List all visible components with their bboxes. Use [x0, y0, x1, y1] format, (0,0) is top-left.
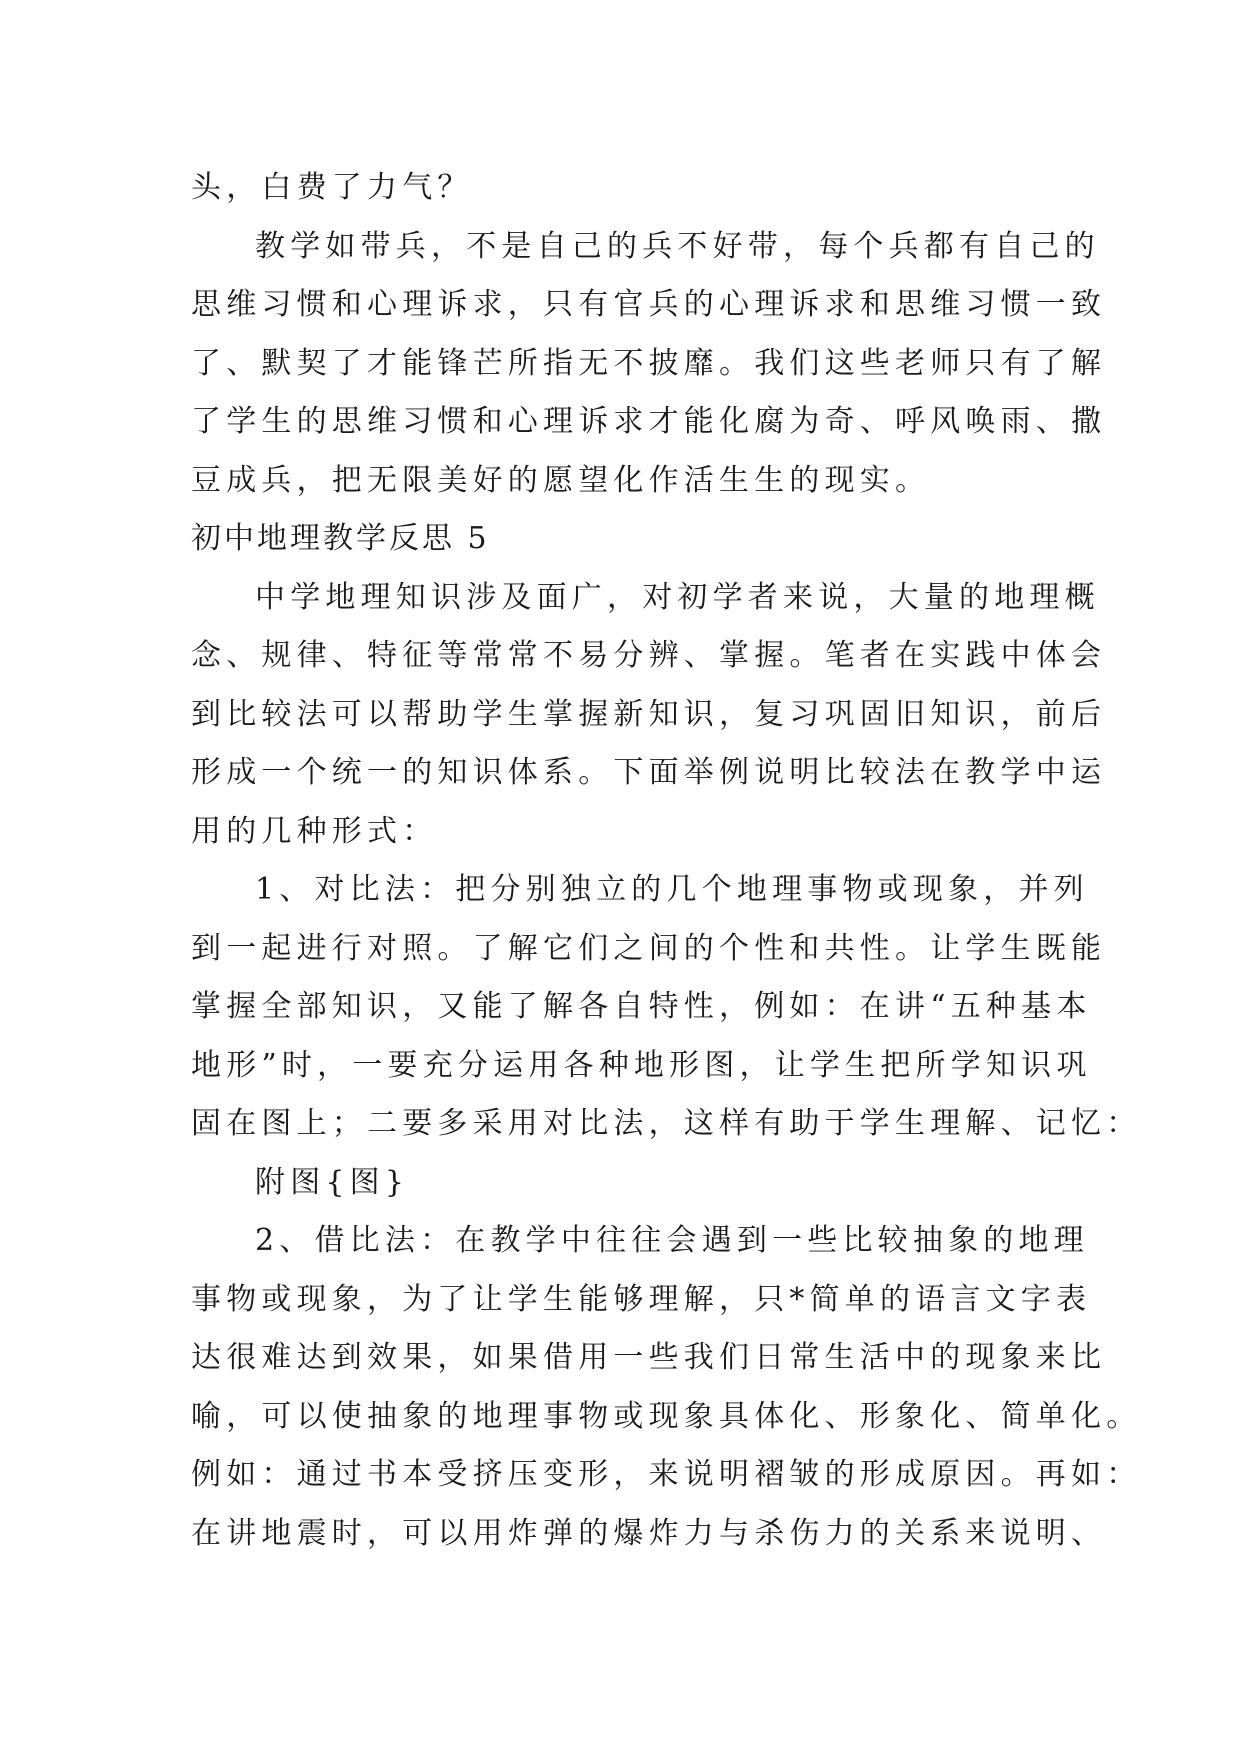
text-line: 了、默契了才能锋芒所指无不披靡。我们这些老师只有了解 [191, 345, 1107, 381]
text-line: 例如：通过书本受挤压变形，来说明褶皱的形成原因。再如： [191, 1457, 1142, 1492]
text-line: 到一起进行对照。了解它们之间的个性和共性。让学生既能 [191, 930, 1107, 966]
paragraph-start: 教学如带兵，不是自己的兵不好带，每个兵都有自己的 [255, 228, 1100, 264]
figure-placeholder: 附图{图} [255, 1164, 410, 1200]
paragraph-start: 中学地理知识涉及面广，对初学者来说，大量的地理概 [255, 579, 1100, 615]
text-line: 思维习惯和心理诉求，只有官兵的心理诉求和思维习惯一致 [191, 287, 1107, 322]
list-item-start: 2、借比法：在教学中往往会遇到一些比较抽象的地理 [255, 1223, 1089, 1258]
text-line: 到比较法可以帮助学生掌握新知识，复习巩固旧知识，前后 [191, 696, 1107, 732]
text-line: 豆成兵，把无限美好的愿望化作活生生的现实。 [191, 462, 931, 498]
document-page [191, 159, 1142, 1563]
text-line: 念、规律、特征等常常不易分辨、掌握。笔者在实践中体会 [191, 638, 1107, 673]
list-item-start: 1、对比法：把分别独立的几个地理事物或现象，并列 [255, 872, 1089, 907]
text-line: 了学生的思维习惯和心理诉求才能化腐为奇、呼风唤雨、撒 [191, 404, 1107, 439]
text-line: 在讲地震时，可以用炸弹的爆炸力与杀伤力的关系来说明、 [191, 1515, 1107, 1551]
text-line: 掌握全部知识，又能了解各自特性，例如：在讲“五种基本 [191, 989, 1092, 1024]
text-line: 头，白费了力气？ [191, 170, 473, 205]
text-line: 固在图上；二要多采用对比法，这样有助于学生理解、记忆： [191, 1106, 1142, 1141]
text-line: 达很难达到效果，如果借用一些我们日常生活中的现象来比 [191, 1340, 1107, 1375]
text-line: 事物或现象，为了让学生能够理解，只*简单的语言文字表 [191, 1281, 1092, 1317]
text-line: 形成一个统一的知识体系。下面举例说明比较法在教学中运 [191, 755, 1107, 790]
section-heading: 初中地理教学反思 5 [191, 521, 490, 556]
text-line: 喻，可以使抽象的地理事物或现象具体化、形象化、简单化。 [191, 1398, 1142, 1434]
text-line: 地形”时，一要充分运用各种地形图，让学生把所学知识巩 [191, 1047, 1092, 1083]
text-line: 用的几种形式： [191, 813, 438, 849]
